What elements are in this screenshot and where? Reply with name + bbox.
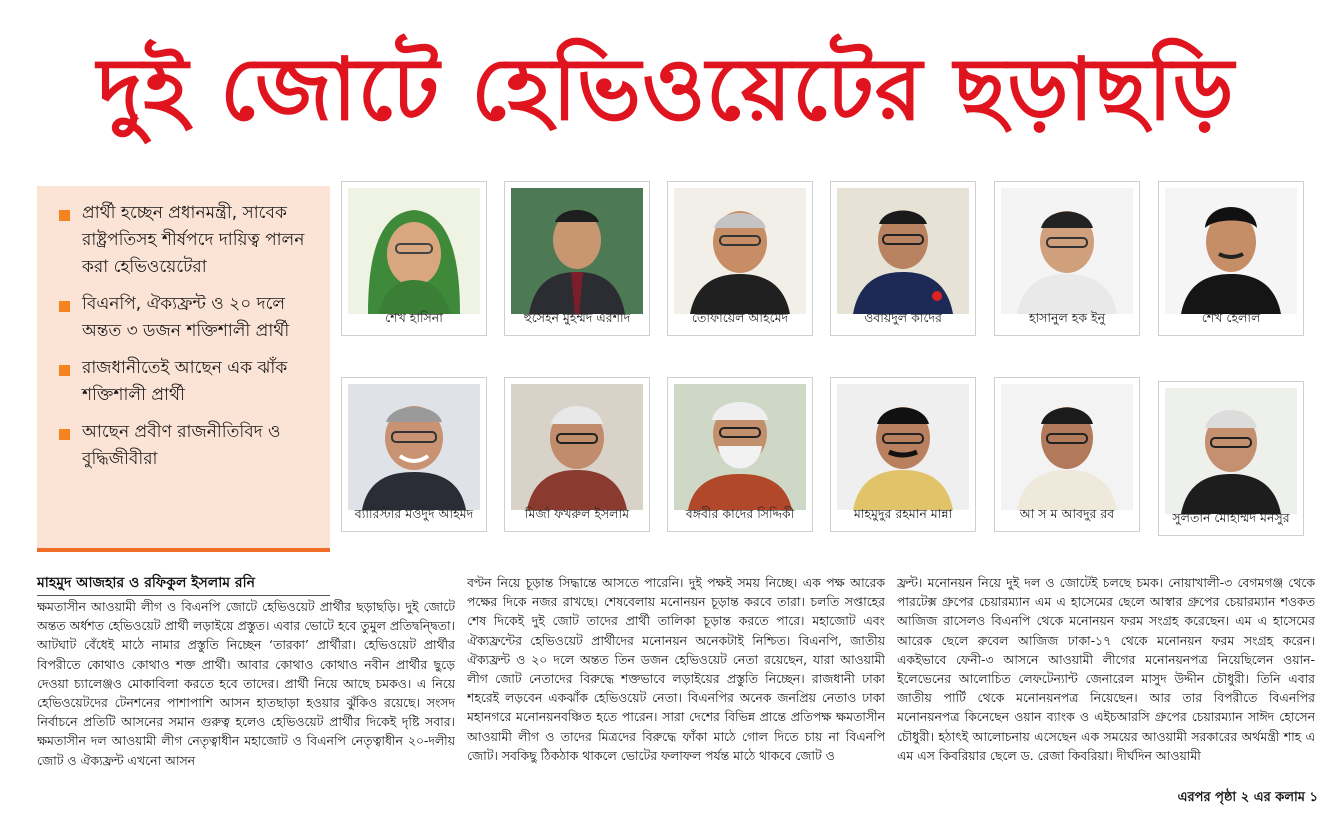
portrait-photo	[1165, 188, 1297, 314]
portrait-caption: হাসানুল হক ইনু	[1028, 310, 1106, 325]
summary-point-text: আছেন প্রবীণ রাজনীতিবিদ ও বুদ্ধিজীবীরা	[82, 422, 281, 469]
portrait-caption: ওবায়দুল কাদের	[864, 310, 942, 325]
portrait-sultan-mansur	[1158, 381, 1304, 536]
portrait-kader-siddique	[667, 377, 813, 532]
portrait-caption: বঙ্গবীর কাদের সিদ্দিকী	[685, 506, 795, 521]
summary-box	[37, 186, 330, 552]
portrait-photo	[1165, 388, 1297, 514]
portrait-caption: মাহমুদুর রহমান মান্না	[853, 506, 953, 521]
portrait-mahmudur-rahman-manna	[830, 377, 976, 532]
summary-point	[53, 200, 318, 281]
portrait-photo	[674, 188, 806, 314]
portrait-photo	[1001, 384, 1133, 510]
square-bullet-icon	[59, 365, 70, 376]
portrait-hasanul-haq-inu	[994, 181, 1140, 336]
portrait-mirza-fakhrul	[504, 377, 650, 532]
square-bullet-icon	[59, 301, 70, 312]
portrait-caption: সুলতান মোহাম্মদ মনসুর	[1172, 510, 1290, 525]
portrait-caption: মির্জা ফখরুল ইসলাম	[524, 506, 630, 521]
portrait-moudud-ahmed	[341, 377, 487, 532]
portrait-caption: শেখ হাসিনা	[385, 310, 443, 325]
portrait-sheikh-hasina	[341, 181, 487, 336]
portrait-caption: ব্যারিস্টার মওদুদ আহমদ	[354, 506, 474, 521]
portrait-asm-abdur-rab	[994, 377, 1140, 532]
portrait-photo	[511, 384, 643, 510]
summary-point	[53, 355, 318, 409]
summary-point	[53, 291, 318, 345]
portrait-sheikh-helal	[1158, 181, 1304, 336]
summary-point-text: রাজধানীতেই আছেন এক ঝাঁক শক্তিশালী প্রার্থী	[82, 358, 288, 405]
portrait-photo	[1001, 188, 1133, 314]
square-bullet-icon	[59, 429, 70, 440]
portrait-photo	[348, 384, 480, 510]
portrait-photo	[837, 188, 969, 314]
portrait-caption: তোফায়েল আহমেদ	[691, 310, 789, 325]
portrait-photo	[511, 188, 643, 314]
portrait-photo	[674, 384, 806, 510]
summary-point-text: প্রার্থী হচ্ছেন প্রধানমন্ত্রী, সাবেক রাষ্ট্রপতিসহ শীর্ষপদে দায়িত্ব পালন করা হেভিওয়েটেরা	[82, 203, 305, 277]
square-bullet-icon	[59, 210, 70, 221]
summary-point	[53, 419, 318, 473]
portrait-caption: আ স ম আবদুর রব	[1019, 506, 1115, 521]
article-column-3: ফ্রন্ট। মনোনয়ন নিয়ে দুই দল ও জোটেই চলছে চমক। নোয়াখালী-৩ বেগমগঞ্জ থেকে পারটেক্স গ্রুপের চেয়ারম্যান এম এ হাসেমের ছেলে আস্বার গ্রুপের চেয়ারম্যান শওকত আজিজ রাসেলও বিএনপি থেকে মনোনয়ন ফরম সংগ্রহ করেছেন। এম এ হাসেমের আরেক ছেলে রুবেল আজিজ ঢাকা-১৭ থেকে মনোনয়ন ফরম সংগ্রহ করেন। একইভাবে ফেনী-৩ আসনে আওয়ামী লীগের মনোনয়নপত্র নিয়েছিলেন ওয়ান-ইলেভেনের আলোচিত লেফটেন্যান্ট জেনারেল মাসুদ উদ্দীন চৌধুরী। তিনি এবার জাতীয় পার্টি থেকে মনোনয়নপত্র নিয়েছেন। আর তার বিপরীতে বিএনপির মনোনয়নপত্র কিনেছেন ওয়ান ব্যাংক ও এইচআরসি গ্রুপের চেয়ারম্যান সাঈদ হোসেন চৌধুরী। হঠাৎই আলোচনায় এসেছেন এক সময়ের আওয়ামী সরকারের অর্থমন্ত্রী শাহ এ এম এস কিবরিয়ার ছেলে ড. রেজা কিবরিয়া। দীর্ঘদিন আওয়ামী	[897, 575, 1315, 763]
portrait-ershad	[504, 181, 650, 336]
article-column-1: ক্ষমতাসীন আওয়ামী লীগ ও বিএনপি জোটে হেভিওয়েট প্রার্থীর ছড়াছড়ি। দুই জোটে অন্তত অর্ধশত হেভিওয়েট প্রার্থী লড়াইয়ে প্রস্তুত। এবার ভোটে হবে তুমুল প্রতিদ্বন্দ্বিতা। আটঘাট বেঁধেই মাঠে নামার প্রস্তুতি নিচ্ছেন ‘তারকা’ প্রার্থীরা। হেভিওয়েট প্রার্থীর বিপরীতে কোথাও কোথাও শক্ত প্রার্থী। আবার কোথাও কোথাও নবীন প্রার্থীর ছুড়ে দেওয়া চ্যালেঞ্জও মোকাবিলা করতে হবে তাদের। প্রার্থী নিয়ে আছে চমকও। এ নিয়ে হেভিওয়েটদের টেনশনের পাশাপাশি আসন হাতছাড়া হওয়ার ঝুঁকিও রয়েছে। সংসদ নির্বাচনে প্রতিটি আসনের সমান গুরুত্ব হলেও হেভিওয়েট প্রার্থীর দিকেই দৃষ্টি সবার। ক্ষমতাসীন দল আওয়ামী লীগ নেতৃত্বাধীন মহাজোট ও বিএনপি নেতৃত্বাধীন ২০-দলীয় জোট ও ঐক্যফ্রন্ট এখনো আসন	[37, 599, 455, 768]
portrait-photo	[837, 384, 969, 510]
portrait-photo	[348, 188, 480, 314]
portrait-caption: শেখ হেলাল	[1201, 310, 1261, 325]
article-column-2: বণ্টন নিয়ে চূড়ান্ত সিদ্ধান্তে আসতে পারেনি। দুই পক্ষই সময় নিচ্ছে। এক পক্ষ আরেক পক্ষের দিকে নজর রাখছে। শেষবেলায় মনোনয়ন চূড়ান্ত করবে তারা। চলতি সপ্তাহের শেষ দিকেই দুই জোট তাদের প্রার্থী তালিকা চূড়ান্ত করতে পারে। মহাজোট এবং ঐক্যফ্রন্টের হেভিওয়েট প্রার্থীদের মনোনয়ন অনেকটাই নিশ্চিত। বিএনপি, জাতীয় ঐক্যফ্রন্ট ও ২০ দলে অন্তত তিন ডজন হেভিওয়েট নেতা রয়েছেন, যারা আওয়ামী লীগ জোট নেতাদের বিরুদ্ধে শক্তভাবে লড়াইয়ের প্রস্তুতি নিচ্ছেন। রাজধানী ঢাকা শহরেই লড়বেন একঝাঁক হেভিওয়েট নেতা। বিএনপির অনেক জনপ্রিয় নেতাও ঢাকা মহানগরে মনোনয়নবঞ্চিত হতে পারেন। সারা দেশের বিভিন্ন প্রান্তে প্রতিপক্ষ ক্ষমতাসীন আওয়ামী লীগ ও তাদের মিত্রদের বিরুদ্ধে ফাঁকা মাঠে গোল দিতে চায় না বিএনপি জোট। সবকিছু ঠিকঠাক থাকলে ভোটের ফলাফল পর্যন্ত মাঠে থাকবে জোট ও	[467, 575, 885, 763]
summary-point-text: বিএনপি, ঐক্যফ্রন্ট ও ২০ দলে অন্তত ৩ ডজন শক্তিশালী প্রার্থী	[82, 294, 290, 341]
headline: দুই জোটে হেভিওয়েটের ছড়াছড়ি	[97, 40, 1235, 140]
continuation-note: এরপর পৃষ্ঠা ২ এর কলাম ১	[1177, 790, 1318, 805]
byline: মাহমুদ আজহার ও রফিকুল ইসলাম রনি	[37, 572, 330, 596]
portrait-obaidul-quader	[830, 181, 976, 336]
portrait-caption: হুসেইন মুহম্মদ এরশাদ	[523, 310, 631, 325]
portrait-tofail-ahmed	[667, 181, 813, 336]
